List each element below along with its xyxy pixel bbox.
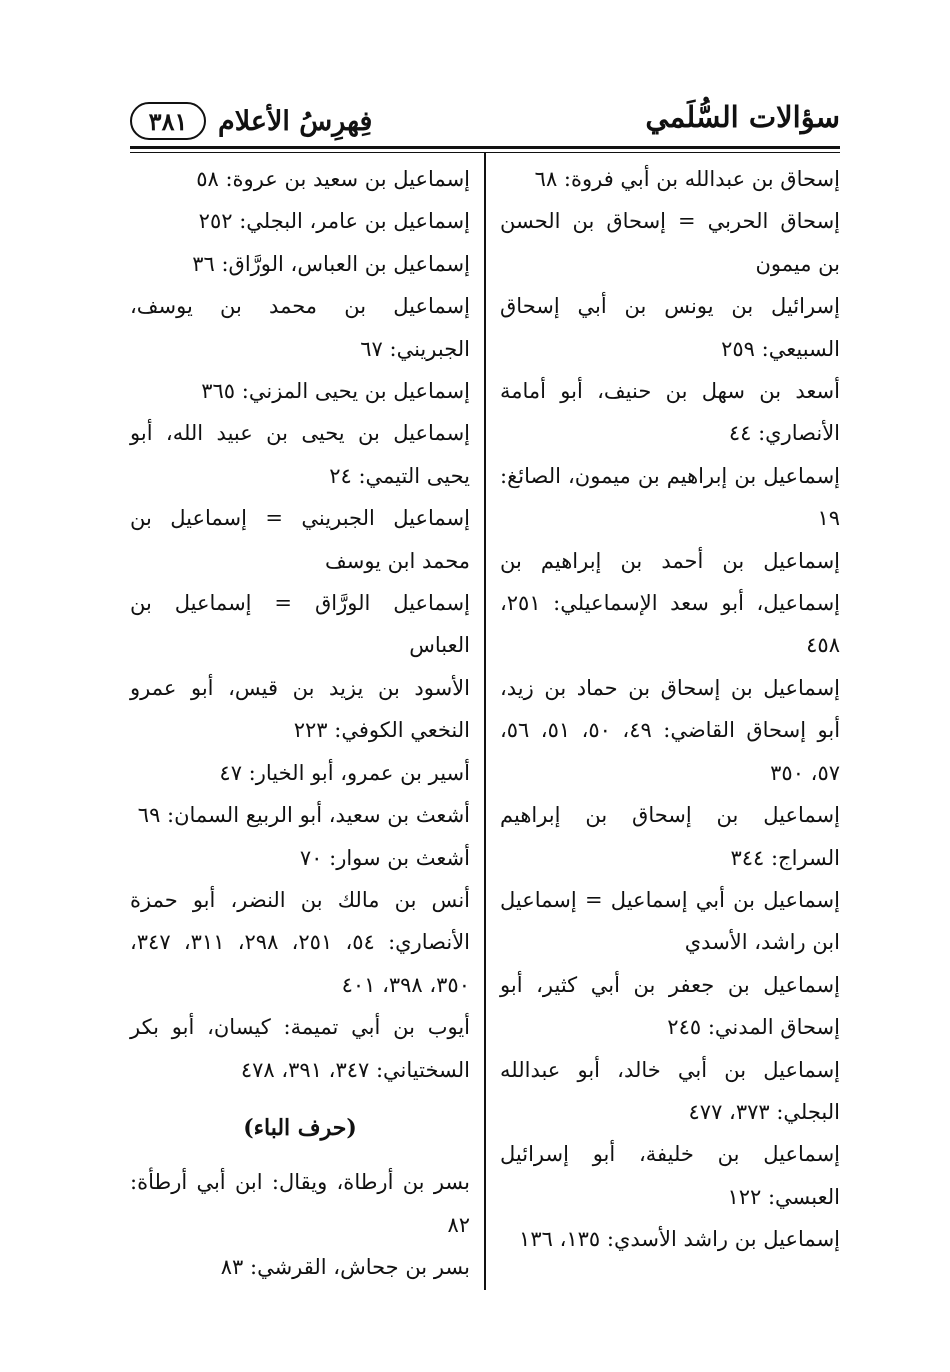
index-entry: أشعث بن سوار: ٧٠ bbox=[299, 845, 470, 870]
column-divider bbox=[484, 153, 486, 1290]
left-column bbox=[130, 158, 470, 1289]
index-entry: إسماعيل بن محمد بن يوسف، الجبريني: ٦٧ bbox=[130, 294, 470, 361]
index-entry: إسماعيل بن إبراهيم بن ميمون، الصائغ: ١٩ bbox=[500, 463, 840, 531]
index-title: فِهرِسُ الأعلام bbox=[218, 105, 373, 137]
index-entry: إسماعيل بن أبي خالد، أبو عبدالله البجلي: ٣٧٣، ٤٧٧ bbox=[500, 1057, 840, 1124]
page-number: ٣٨١ bbox=[130, 102, 206, 140]
index-entry: إسماعيل الورَّاق = إسماعيل بن العباس bbox=[130, 591, 470, 658]
index-entry: بسر بن جحاش، القرشي: ٨٣ bbox=[220, 1255, 470, 1280]
index-entry: إسماعيل بن إسحاق بن إبراهيم السراج: ٣٤٤ bbox=[500, 803, 840, 870]
index-entry: أيوب بن أبي تميمة: كيسان، أبو بكر السختياني: ٣٤٧، ٣٩١، ٤٧٨ bbox=[130, 1015, 470, 1082]
book-title: سؤالات السُّلَمي bbox=[645, 100, 840, 134]
index-entry: إسماعيل بن أحمد بن إبراهيم بن إسماعيل، أبو سعد الإسماعيلي: ٢٥١، ٤٥٨ bbox=[500, 548, 840, 658]
index-entry: إسماعيل بن خليفة، أبو إسرائيل العبسي: ١٢٢ bbox=[500, 1142, 840, 1209]
index-entry: إسحاق الحربي = إسحاق بن الحسن بن ميمون bbox=[500, 209, 840, 276]
index-entry: إسماعيل الجبريني = إسماعيل بن محمد ابن يوسف bbox=[130, 506, 470, 573]
index-entry: إسماعيل بن أبي إسماعيل = إسماعيل ابن راشد، الأسدي bbox=[500, 887, 840, 955]
index-entry: أشعث بن سعيد، أبو الربيع السمان: ٦٩ bbox=[137, 803, 470, 828]
index-title-group bbox=[130, 98, 372, 144]
index-entry: إسماعيل بن إسحاق بن حماد بن زيد، أبو إسحاق القاضي: ٤٩، ٥٠، ٥١، ٥٦، ٥٧، ٣٥٠ bbox=[500, 675, 841, 785]
index-entry: إسماعيل بن راشد الأسدي: ١٣٥، ١٣٦ bbox=[519, 1227, 840, 1252]
index-entry: إسماعيل بن سعيد بن عروة: ٥٨ bbox=[196, 167, 470, 191]
index-entry: أسعد بن سهل بن حنيف، أبو أمامة الأنصاري: ٤٤ bbox=[500, 379, 840, 446]
section-heading: (حرف الباء) bbox=[243, 1114, 357, 1141]
index-entry: إسماعيل بن عامر، البجلي: ٢٥٢ bbox=[198, 209, 470, 234]
index-entry: إسماعيل بن العباس، الورَّاق: ٣٦ bbox=[192, 251, 470, 276]
index-entry: الأسود بن يزيد بن قيس، أبو عمرو النخعي الكوفي: ٢٢٣ bbox=[130, 675, 470, 743]
header-rule-thick bbox=[130, 146, 840, 149]
index-entry: أنس بن مالك بن النضر، أبو حمزة الأنصاري: ٥٤، ٢٥١، ٢٩٨، ٣١١، ٣٤٧، ٣٥٠، ٣٩٨، ٤٠١ bbox=[130, 887, 471, 997]
running-header bbox=[130, 98, 840, 144]
index-entry: إسماعيل بن يحيى بن عبيد الله، أبو يحيى التيمي: ٢٤ bbox=[130, 421, 470, 488]
index-entry: إسرائيل بن يونس بن أبي إسحاق السبيعي: ٢٥٩ bbox=[500, 294, 840, 361]
index-entry: بسر بن أرطاة، ويقال: ابن أبي أرطأة: ٨٢ bbox=[130, 1170, 470, 1237]
index-entry: أسير بن عمرو، أبو الخيار: ٤٧ bbox=[219, 760, 470, 785]
index-entry: إسماعيل بن يحيى المزني: ٣٦٥ bbox=[201, 379, 470, 404]
index-entry: إسحاق بن عبدالله بن أبي فروة: ٦٨ bbox=[534, 167, 840, 191]
right-column bbox=[500, 158, 840, 1261]
index-entry: إسماعيل بن جعفر بن أبي كثير، أبو إسحاق المدني: ٢٤٥ bbox=[500, 972, 840, 1040]
